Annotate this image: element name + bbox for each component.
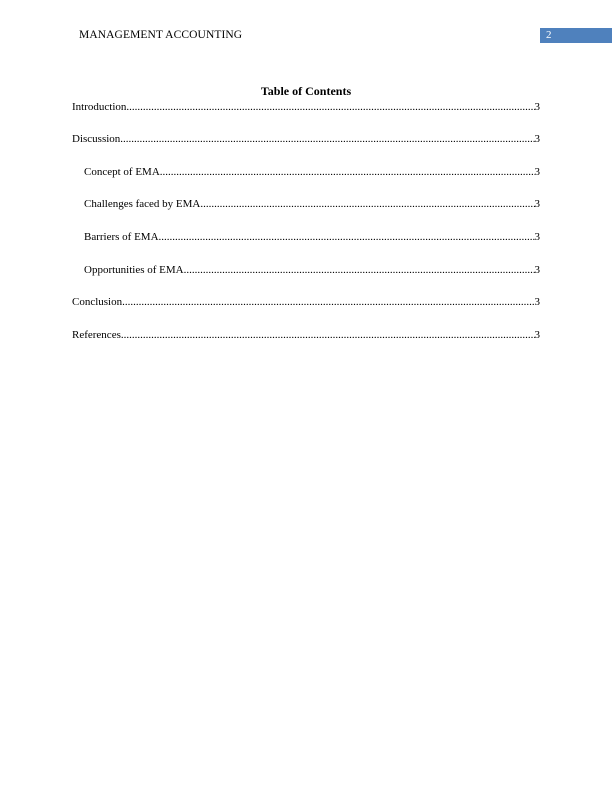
- toc-entry-concept-of-ema[interactable]: [84, 165, 540, 179]
- toc-entry-challenges-faced-by-ema[interactable]: [84, 197, 540, 211]
- page-number: 2: [546, 29, 552, 41]
- page-header: [0, 28, 612, 44]
- toc-entry-conclusion[interactable]: [72, 295, 540, 309]
- toc-entry-page: 3: [534, 231, 540, 243]
- toc-entry-page: 3: [534, 329, 540, 341]
- toc-dot-leader: [121, 328, 535, 342]
- toc-dot-leader: [122, 295, 534, 309]
- toc-dot-leader: [200, 197, 534, 211]
- toc-entry-label: Discussion: [72, 133, 121, 145]
- header-title: MANAGEMENT ACCOUNTING: [79, 29, 243, 41]
- toc-entry-introduction[interactable]: [72, 100, 540, 114]
- toc-entry-label: Introduction: [72, 101, 127, 113]
- toc-dot-leader: [160, 165, 535, 179]
- toc-title: Table of Contents: [260, 84, 352, 98]
- toc-entry-label: Conclusion: [72, 296, 123, 308]
- toc-entry-label: Challenges faced by EMA: [84, 198, 201, 210]
- toc-entry-discussion[interactable]: [72, 132, 540, 146]
- toc-entry-barriers-of-ema[interactable]: [84, 230, 540, 244]
- toc-entry-page: 3: [534, 198, 540, 210]
- toc-dot-leader: [126, 100, 534, 114]
- toc-entry-opportunities-of-ema[interactable]: [84, 263, 540, 277]
- toc-entry-page: 3: [534, 166, 540, 178]
- toc-entry-references[interactable]: [72, 328, 540, 342]
- toc-dot-leader: [120, 132, 534, 146]
- toc-dot-leader: [184, 263, 535, 277]
- toc-entry-label: Opportunities of EMA: [84, 264, 184, 276]
- toc-entry-label: Barriers of EMA: [84, 231, 159, 243]
- toc-entry-label: References: [72, 329, 121, 341]
- toc-entry-label: Concept of EMA: [84, 166, 160, 178]
- toc-entry-page: 3: [534, 101, 540, 113]
- toc-entry-page: 3: [534, 264, 540, 276]
- toc-entry-page: 3: [534, 133, 540, 145]
- page-number-badge: [540, 28, 612, 43]
- toc-dot-leader: [159, 230, 535, 244]
- toc-entry-page: 3: [534, 296, 540, 308]
